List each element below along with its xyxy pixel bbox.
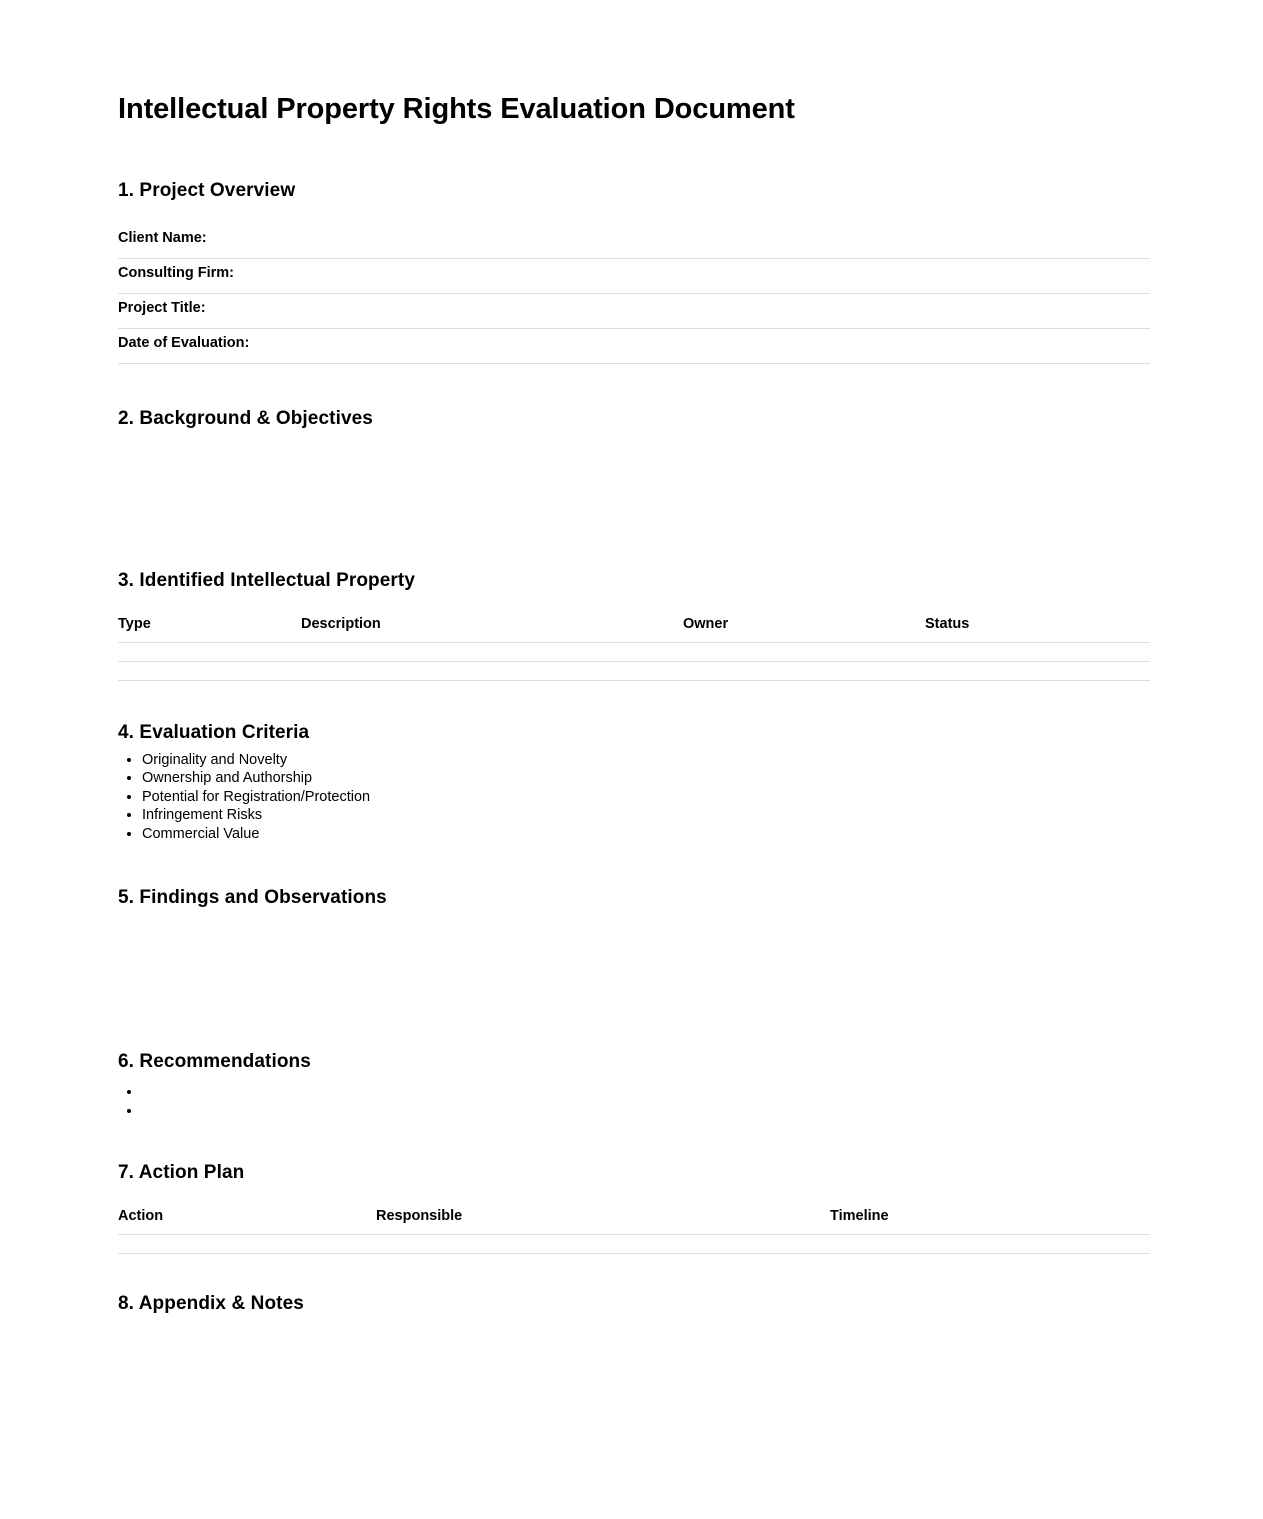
column-header-description: Description <box>301 612 683 643</box>
section-heading-identified-ip: 3. Identified Intellectual Property <box>118 570 416 592</box>
cell-responsible[interactable] <box>376 1234 830 1253</box>
field-value-consulting-firm[interactable] <box>418 258 1150 293</box>
section-heading-evaluation-criteria: 4. Evaluation Criteria <box>118 722 310 744</box>
cell-description[interactable] <box>301 643 683 662</box>
table-header-row <box>118 1204 1150 1235</box>
section-heading-action-plan: 7. Action Plan <box>118 1162 245 1184</box>
table-row <box>118 328 1150 363</box>
table-row <box>118 293 1150 328</box>
column-header-responsible: Responsible <box>376 1204 830 1235</box>
field-value-client-name[interactable] <box>418 224 1150 259</box>
field-value-date-of-evaluation[interactable] <box>418 328 1150 363</box>
list-item: • Ownership and Authorship <box>142 769 1150 788</box>
field-value-project-title[interactable] <box>418 293 1150 328</box>
page-title: Intellectual Property Rights Evaluation Document <box>118 93 795 125</box>
table-row <box>118 258 1150 293</box>
field-label-consulting-firm: Consulting Firm: <box>118 258 418 293</box>
cell-action[interactable] <box>118 1234 376 1253</box>
list-item: • Potential for Registration/Protection <box>142 788 1150 807</box>
project-overview-table <box>118 224 1150 364</box>
list-item[interactable] <box>142 1083 1150 1102</box>
evaluation-criteria-list <box>118 751 1150 844</box>
table-row <box>118 224 1150 259</box>
column-header-owner: Owner <box>683 612 925 643</box>
list-item: • Originality and Novelty <box>142 751 1150 770</box>
document-content <box>118 0 1150 1516</box>
section-heading-project-overview: 1. Project Overview <box>118 179 296 201</box>
column-header-status: Status <box>925 612 1150 643</box>
table-header-row <box>118 612 1150 643</box>
section-heading-appendix-notes: 8. Appendix & Notes <box>118 1292 304 1314</box>
cell-owner[interactable] <box>683 662 925 681</box>
section-heading-findings-observations: 5. Findings and Observations <box>118 887 387 909</box>
table-row <box>118 643 1150 662</box>
list-item[interactable] <box>142 1102 1150 1121</box>
recommendations-list <box>118 1083 1150 1120</box>
action-plan-table <box>118 1204 1150 1254</box>
column-header-type: Type <box>118 612 301 643</box>
identified-ip-table <box>118 612 1150 681</box>
section-heading-background-objectives: 2. Background & Objectives <box>118 407 373 429</box>
cell-description[interactable] <box>301 662 683 681</box>
cell-status[interactable] <box>925 643 1150 662</box>
list-item: • Infringement Risks <box>142 806 1150 825</box>
section-body-appendix-notes[interactable] <box>118 1316 1150 1516</box>
field-label-date-of-evaluation: Date of Evaluation: <box>118 328 418 363</box>
table-row <box>118 662 1150 681</box>
list-item: • Commercial Value <box>142 825 1150 844</box>
field-label-client-name: Client Name: <box>118 224 418 259</box>
table-row <box>118 1234 1150 1253</box>
cell-status[interactable] <box>925 662 1150 681</box>
cell-owner[interactable] <box>683 643 925 662</box>
column-header-timeline: Timeline <box>830 1204 1150 1235</box>
section-body-findings-observations[interactable] <box>118 910 1150 1010</box>
section-heading-recommendations: 6. Recommendations <box>118 1051 311 1073</box>
cell-type[interactable] <box>118 662 301 681</box>
column-header-action: Action <box>118 1204 376 1235</box>
cell-timeline[interactable] <box>830 1234 1150 1253</box>
section-body-background-objectives[interactable] <box>118 430 1150 524</box>
cell-type[interactable] <box>118 643 301 662</box>
field-label-project-title: Project Title: <box>118 293 418 328</box>
